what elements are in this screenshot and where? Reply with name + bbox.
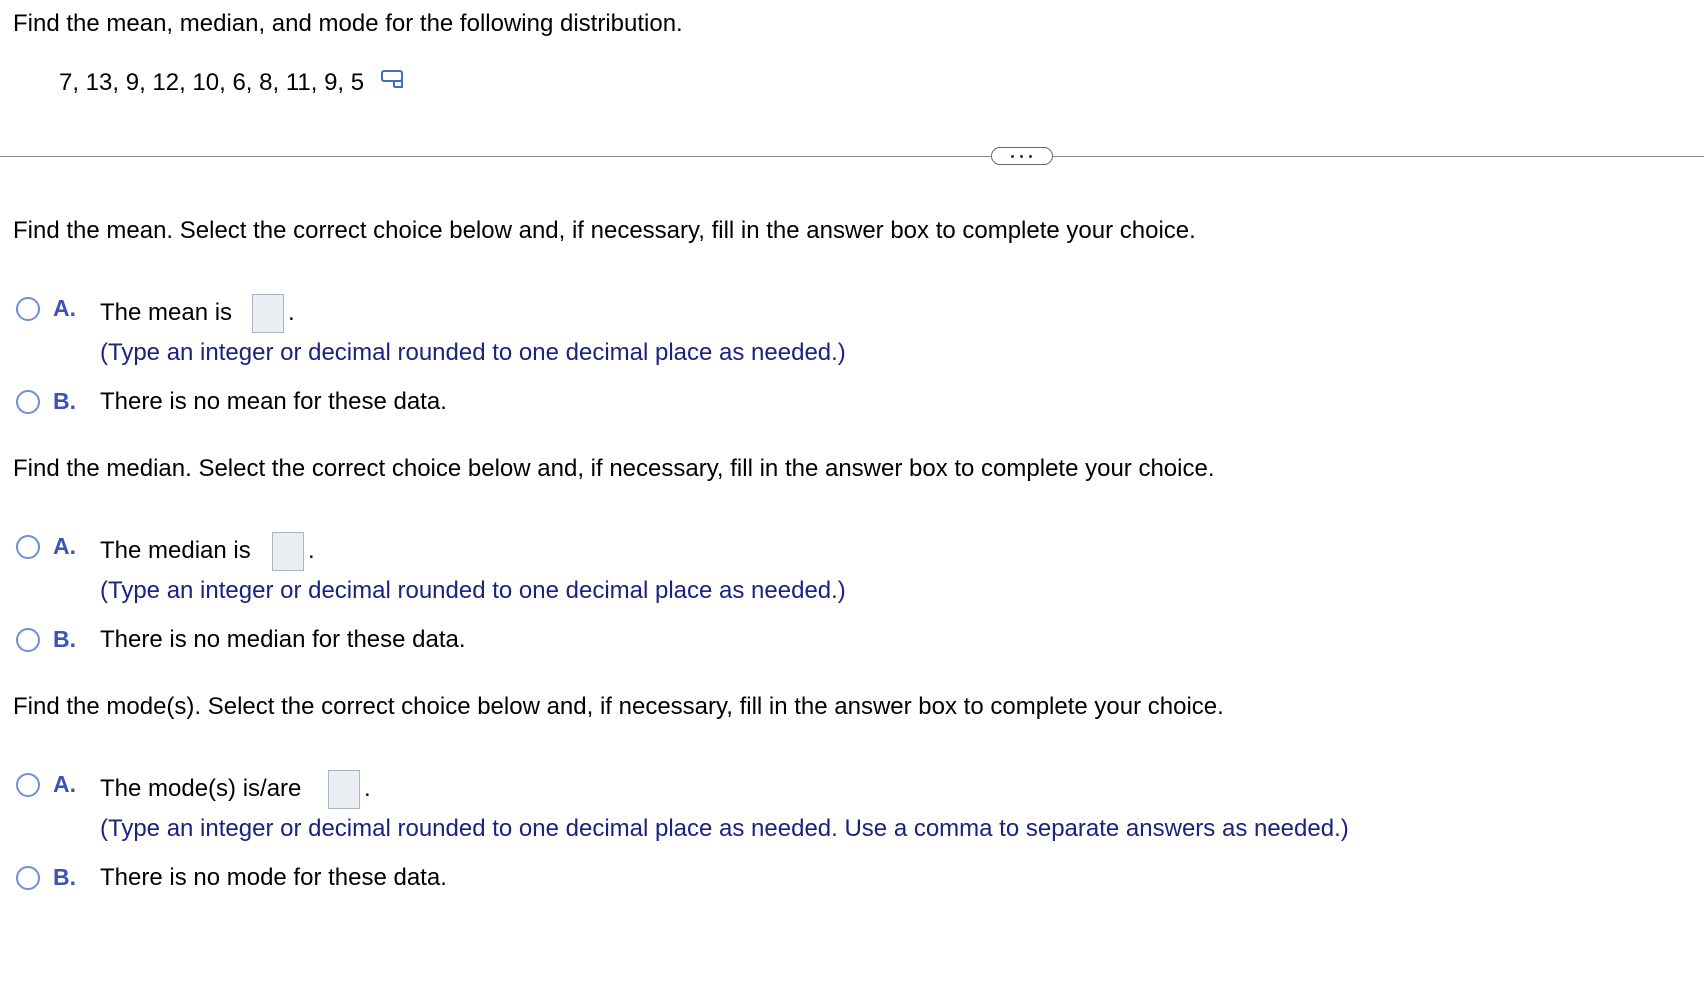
median-option-a-text: The median is	[100, 537, 251, 564]
more-dots-icon	[1011, 155, 1014, 158]
mean-instruction: Find the mean. Select the correct choice below and, if necessary, fill in the answer box to complete your choice.	[13, 217, 1196, 244]
median-option-b-letter: B.	[53, 626, 76, 652]
mode-option-a-radio[interactable]	[16, 773, 40, 797]
mean-option-a-radio[interactable]	[16, 297, 40, 321]
mean-option-b-letter: B.	[53, 388, 76, 414]
mean-option-b-radio[interactable]	[16, 390, 40, 414]
mode-option-a-hint: (Type an integer or decimal rounded to one decimal place as needed. Use a comma to separate answers as needed.)	[100, 815, 1349, 842]
mode-option-b-radio[interactable]	[16, 866, 40, 890]
mode-option-a-text: The mode(s) is/are	[100, 775, 302, 802]
data-values: 7, 13, 9, 12, 10, 6, 8, 11, 9, 5	[59, 69, 365, 96]
question-prompt: Find the mean, median, and mode for the following distribution.	[13, 10, 683, 37]
mean-period: .	[288, 299, 295, 326]
mean-option-b-text: There is no mean for these data.	[100, 388, 447, 415]
mean-option-a-letter: A.	[53, 295, 76, 321]
mode-option-a-letter: A.	[53, 771, 76, 797]
mode-option-b-letter: B.	[53, 864, 76, 890]
median-period: .	[308, 537, 315, 564]
median-instruction: Find the median. Select the correct choice below and, if necessary, fill in the answer box to complete your choice.	[13, 455, 1215, 482]
more-dots-icon	[1029, 155, 1032, 158]
mean-option-a-hint: (Type an integer or decimal rounded to one decimal place as needed.)	[100, 339, 846, 366]
median-option-a-hint: (Type an integer or decimal rounded to one decimal place as needed.)	[100, 577, 846, 604]
more-dots-button[interactable]	[991, 147, 1053, 165]
median-option-a-radio[interactable]	[16, 535, 40, 559]
median-option-a-letter: A.	[53, 533, 76, 559]
mode-instruction: Find the mode(s). Select the correct choice below and, if necessary, fill in the answer box to complete your choice.	[13, 693, 1224, 720]
median-option-b-radio[interactable]	[16, 628, 40, 652]
data-line	[59, 69, 405, 97]
mean-option-a-text: The mean is	[100, 299, 233, 326]
more-dots-icon	[1020, 155, 1023, 158]
mode-period: .	[364, 775, 371, 802]
copy-data-icon[interactable]	[381, 67, 405, 96]
median-option-b-text: There is no median for these data.	[100, 626, 466, 653]
median-answer-input[interactable]	[272, 532, 304, 571]
mode-answer-input[interactable]	[328, 770, 360, 809]
mode-option-b-text: There is no mode for these data.	[100, 864, 447, 891]
section-divider	[0, 156, 1704, 157]
mean-answer-input[interactable]	[252, 294, 284, 333]
